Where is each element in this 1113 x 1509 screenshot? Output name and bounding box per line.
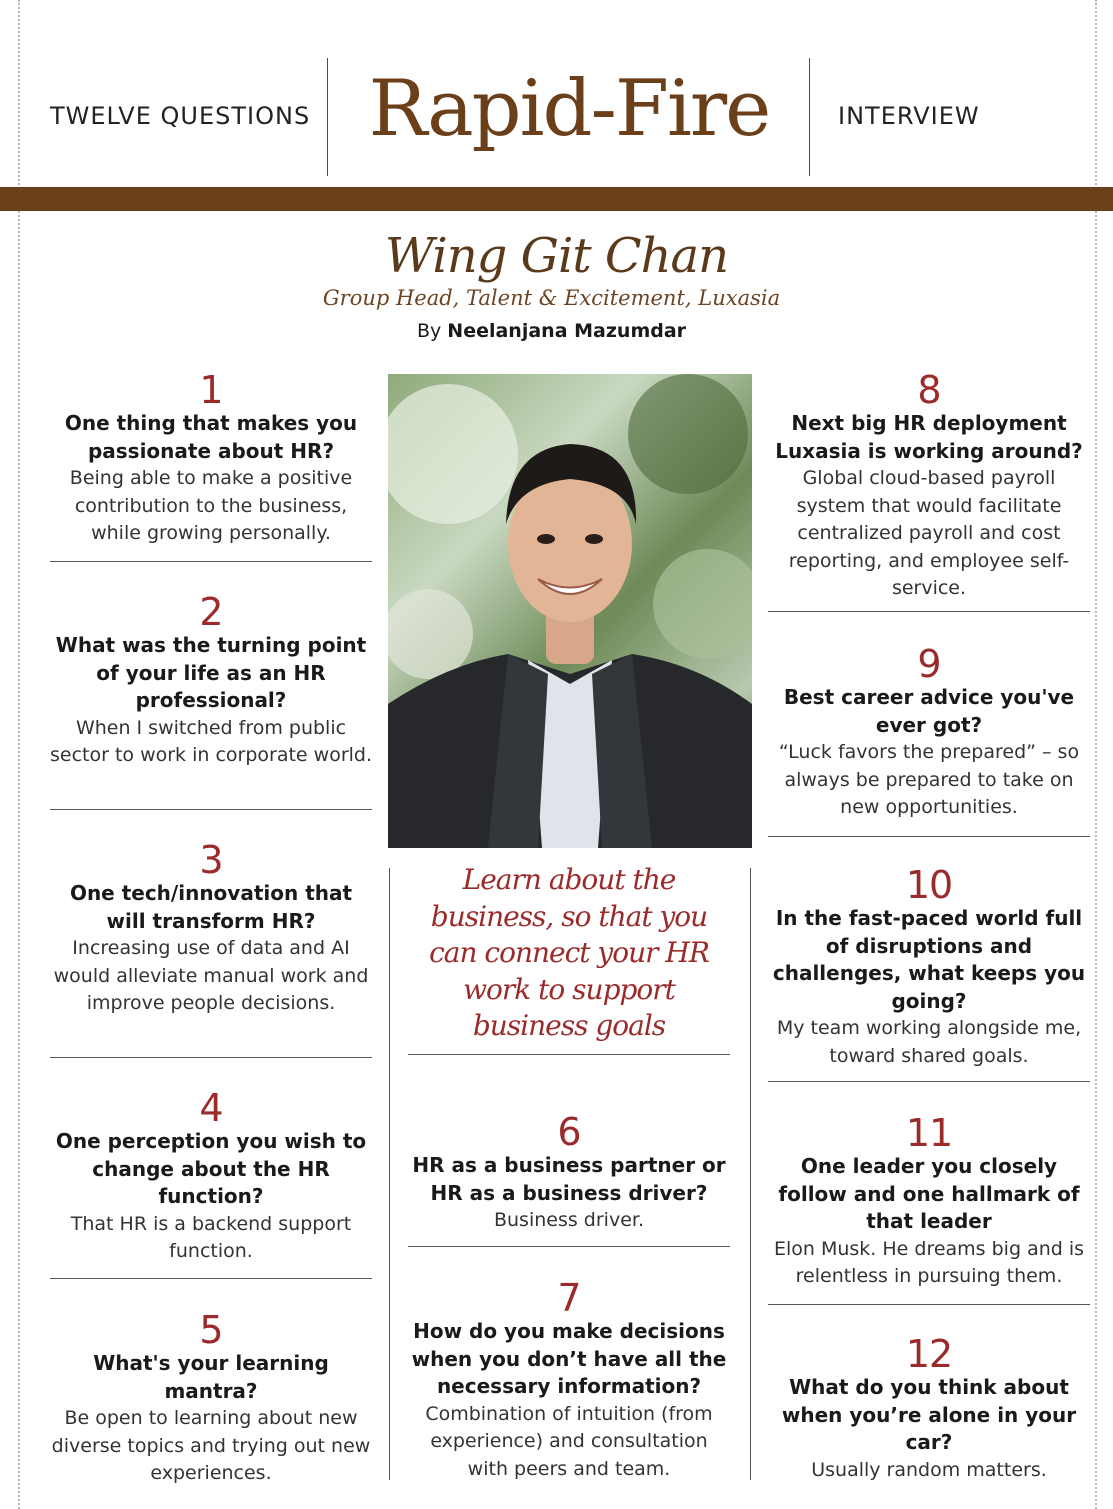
answer-text: That HR is a backend support function. xyxy=(70,1212,352,1262)
answer-text: Be open to learning about new diverse topics and trying out new experiences. xyxy=(51,1407,371,1484)
answer-text: Business driver. xyxy=(493,1209,644,1231)
answer-text: Being able to make a positive contribution to the business, while growing personally. xyxy=(69,467,353,544)
question-7 xyxy=(408,1278,730,1483)
pull-quote: Learn about the business, so that you can connect your HR work to support business goals xyxy=(429,863,709,1042)
answer-text: When I switched from public sector to work in corporate world. xyxy=(50,716,373,766)
question-number: 12 xyxy=(905,1332,953,1376)
answer-text: Global cloud-based payroll system that would facilitate centralized payroll and cost reporting, and employee self-service. xyxy=(788,467,1070,599)
divider xyxy=(50,561,372,562)
question-11 xyxy=(768,1113,1090,1291)
answer-text: Elon Musk. He dreams big and is relentless in pursuing them. xyxy=(773,1237,1085,1287)
answer-text: Increasing use of data and AI would alleviate manual work and improve people decisions. xyxy=(53,937,369,1014)
divider xyxy=(408,1054,730,1055)
question-10 xyxy=(768,865,1090,1070)
header-band xyxy=(0,187,1113,211)
question-text: HR as a business partner or HR as a business driver? xyxy=(412,1153,726,1205)
question-text: Next big HR deployment Luxasia is working around? xyxy=(775,411,1083,463)
divider xyxy=(408,1246,730,1247)
column-divider-left xyxy=(389,868,390,1480)
question-text: One thing that makes you passionate about HR? xyxy=(64,411,358,463)
question-number: 2 xyxy=(199,590,223,634)
question-3 xyxy=(50,840,372,1018)
question-number: 6 xyxy=(557,1110,581,1154)
question-number: 4 xyxy=(199,1086,223,1130)
header-divider-right xyxy=(809,58,810,176)
question-number: 8 xyxy=(917,368,941,412)
divider xyxy=(768,836,1090,837)
question-text: What do you think about when you’re alone in your car? xyxy=(781,1375,1077,1454)
page-edge-dots-right xyxy=(1095,0,1097,1509)
page-edge-dots-left xyxy=(18,0,20,1509)
author-name: Neelanjana Mazumdar xyxy=(447,320,687,342)
question-text: Best career advice you've ever got? xyxy=(783,685,1075,737)
divider xyxy=(50,1057,372,1058)
question-9 xyxy=(768,644,1090,822)
header-divider-left xyxy=(327,58,328,176)
question-2 xyxy=(50,592,372,770)
question-text: One perception you wish to change about the HR function? xyxy=(55,1129,367,1208)
divider xyxy=(768,1081,1090,1082)
section-type-label: INTERVIEW xyxy=(838,102,980,130)
divider xyxy=(50,1278,372,1279)
byline-prefix: By xyxy=(416,320,442,342)
interviewee-name: Wing Git Chan xyxy=(384,228,729,284)
question-number: 10 xyxy=(905,863,953,907)
question-text: In the fast-paced world full of disruptions and challenges, what keeps you going? xyxy=(772,906,1086,1013)
question-number: 1 xyxy=(199,368,223,412)
question-1 xyxy=(50,370,372,548)
question-text: One tech/innovation that will transform HR? xyxy=(69,881,353,933)
question-text: How do you make decisions when you don’t have all the necessary information? xyxy=(411,1319,727,1398)
page-title: Rapid-Fire xyxy=(368,64,770,154)
question-number: 7 xyxy=(557,1276,581,1320)
portrait-photo xyxy=(388,374,752,848)
question-5 xyxy=(50,1310,372,1488)
question-text: What's your learning mantra? xyxy=(93,1351,329,1403)
byline xyxy=(0,320,1103,342)
question-number: 9 xyxy=(917,642,941,686)
question-number: 3 xyxy=(199,838,223,882)
section-label: TWELVE QUESTIONS xyxy=(50,102,311,130)
divider xyxy=(768,1304,1090,1305)
answer-text: “Luck favors the prepared” – so always be prepared to take on new opportunities. xyxy=(778,741,1080,818)
question-4 xyxy=(50,1088,372,1266)
column-divider-right xyxy=(750,868,751,1480)
question-12 xyxy=(768,1334,1090,1484)
answer-text: Combination of intuition (from experience) and consultation with peers and team. xyxy=(425,1402,713,1480)
answer-text: My team working alongside me, toward shared goals. xyxy=(776,1017,1082,1067)
answer-text: Usually random matters. xyxy=(811,1458,1047,1481)
question-6 xyxy=(408,1112,730,1235)
question-8 xyxy=(768,370,1090,603)
interviewee-role: Group Head, Talent & Excitement, Luxasia xyxy=(322,286,781,310)
divider xyxy=(50,809,372,810)
question-text: What was the turning point of your life as an HR professional? xyxy=(55,633,367,712)
question-number: 5 xyxy=(199,1308,223,1352)
question-text: One leader you closely follow and one hallmark of that leader xyxy=(778,1154,1080,1233)
question-number: 11 xyxy=(905,1111,953,1155)
divider xyxy=(768,611,1090,612)
